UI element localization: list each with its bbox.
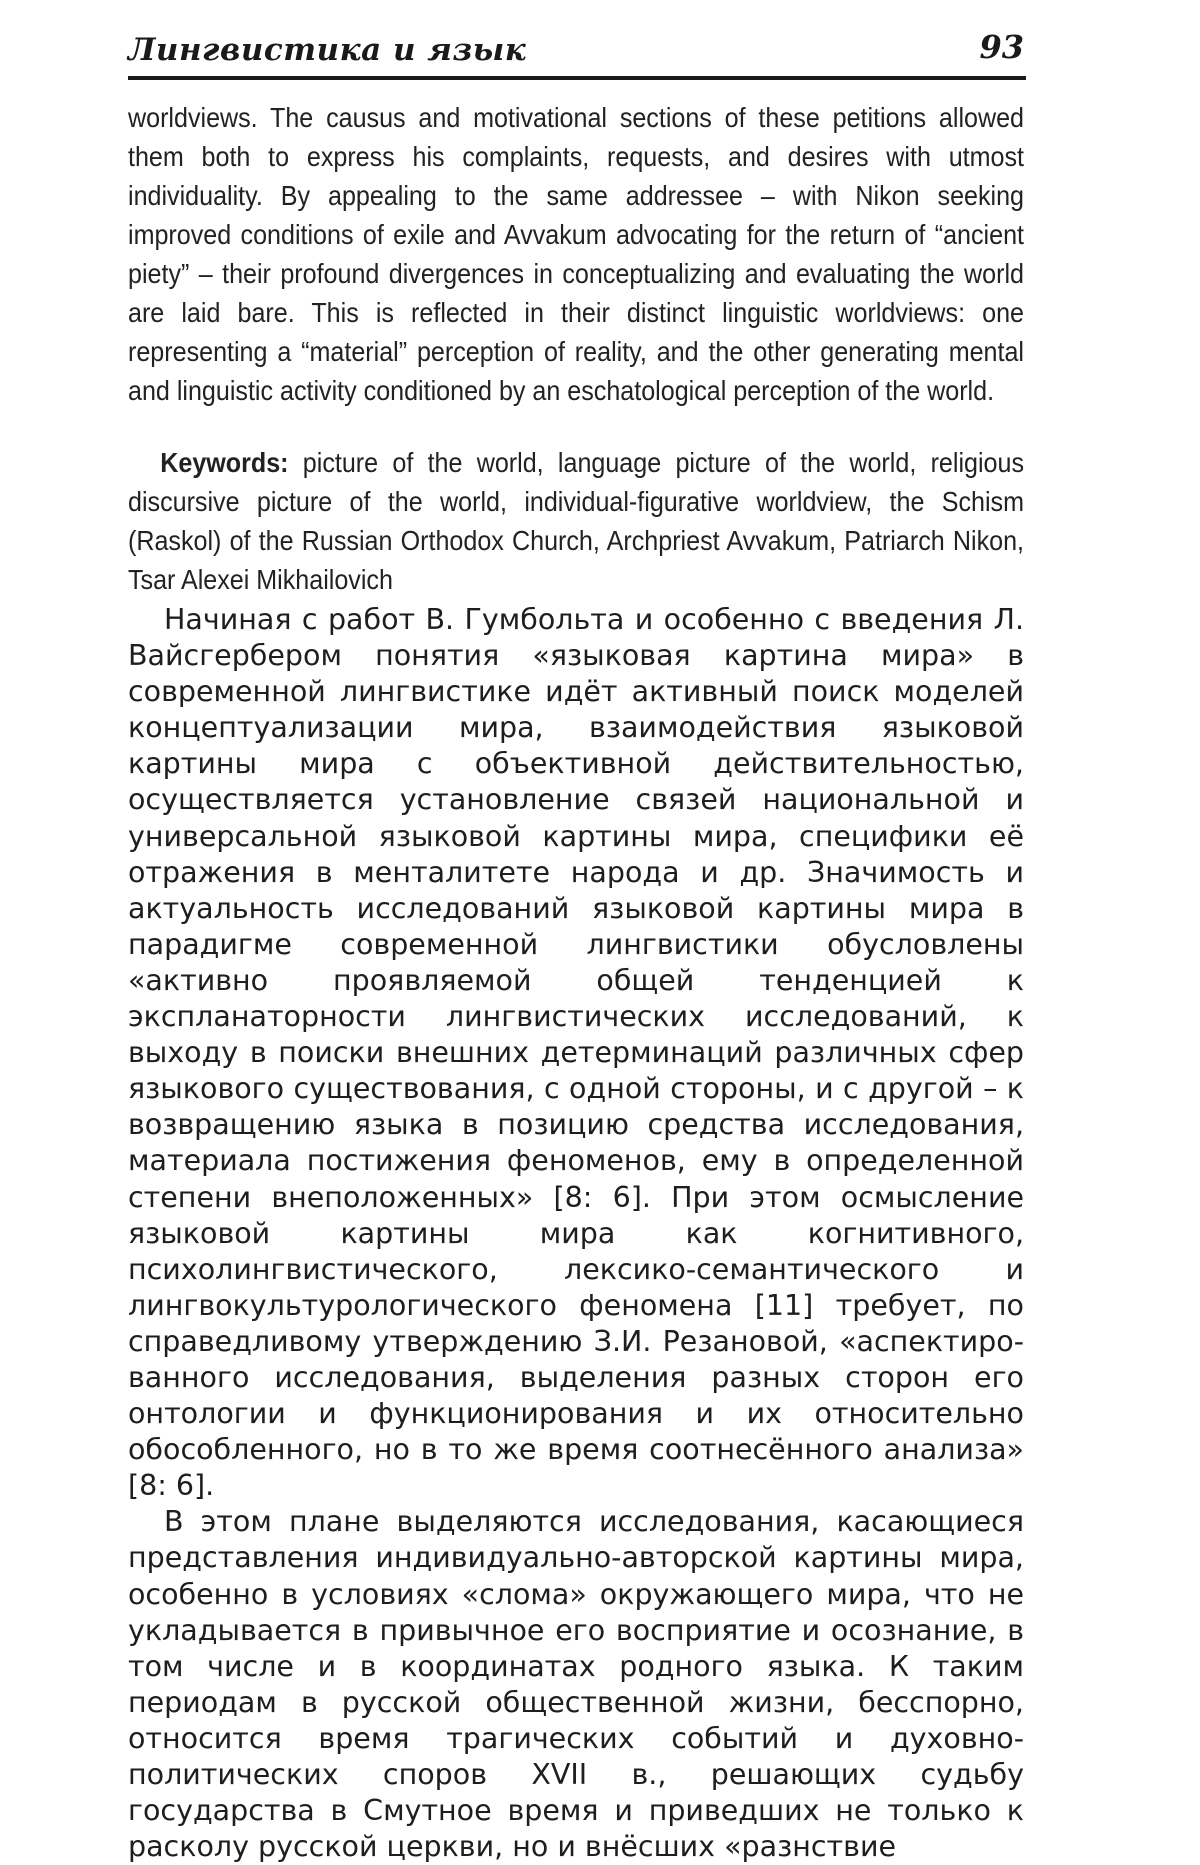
- running-title: Лингвистика и язык: [128, 32, 527, 68]
- abstract-text: worldviews. The causus and motivational sections of these petitions allowed them both to express his complaints, requests, and desires with utmost individuality. By appealing to the same addressee – with Nikon seeking improved conditions of exile and Avvakum advocating for the return of “ancient piety” – their profound divergences in conceptualizing and evaluating the world are laid bare. This is reflected in their distinct linguistic worldviews: one representing a “material” perception of reality, and the other generating mental and linguistic activity conditioned by an eschatological perception of the world.: [128, 102, 1024, 406]
- keywords-label: Keywords:: [160, 447, 289, 478]
- header-rule: [128, 76, 1026, 80]
- keywords-list: picture of the world, language picture of the world, religious discursive picture of the world, individual-figurative worldview, the Schism (Raskol) of the Russian Orthodox Church, Archpriest Avvakum, Patriarch Nikon, Tsar Alexei Mikhailovich: [128, 447, 1024, 595]
- body-paragraph: В этом плане выделяются исследования, касающиеся представления индивидуально-авторской картины мира, особенно в условиях «слома» окружающего мира, что не укладывается в привычное его восприятие и осознание, в том числе и в координатах родного языка. К таким периодам в русской общественной жизни, бесспорно, относится время трагических событий и духовно-политических споров XVII в., решающих судьбу государства в Смутное время и приведших не только к расколу русской церкви, но и внёсших «разнствие: [128, 1505, 1024, 1864]
- page-number: 93: [979, 28, 1024, 66]
- keywords-paragraph: [128, 443, 1024, 599]
- body-paragraph: Начиная с работ В. Гумбольта и особенно с введения Л. Вайсгербером понятия «языковая картина мира» в современной лингвистике идёт активный поиск моделей концептуализации мира, взаимодействия языковой картины мира с объективной действительностью, осуществляется установление связей национальной и универсальной языковой картины мира, специфики её отражения в менталитете народа и др. Значимость и актуальность исследований языковой картины мира в парадигме современной лингвистики обусловлены «активно проявляемой общей тенденцией к экспланаторности лингвистических исследований, к выходу в поиски внешних детерминаций различных сфер языкового существования, с одной стороны, и с другой – к возвращению языка в позицию средства исследования, материала постижения феноменов, ему в определенной степени внеположенных» [8: 6]. При этом осмысление языковой картины мира как когнитивного, психолингвистического, лексико-семантического и лингвокультурологического феномена [11] требует, по справедливому утверждению З.И. Резановой, «аспектированного исследования, выделения разных сторон его онтологии и функционирования и их относительно обособленного, но в то же время соотнесённого анализа» [8: 6].: [128, 603, 1024, 1503]
- article-body: [128, 602, 1024, 1865]
- page-header: [128, 28, 1024, 80]
